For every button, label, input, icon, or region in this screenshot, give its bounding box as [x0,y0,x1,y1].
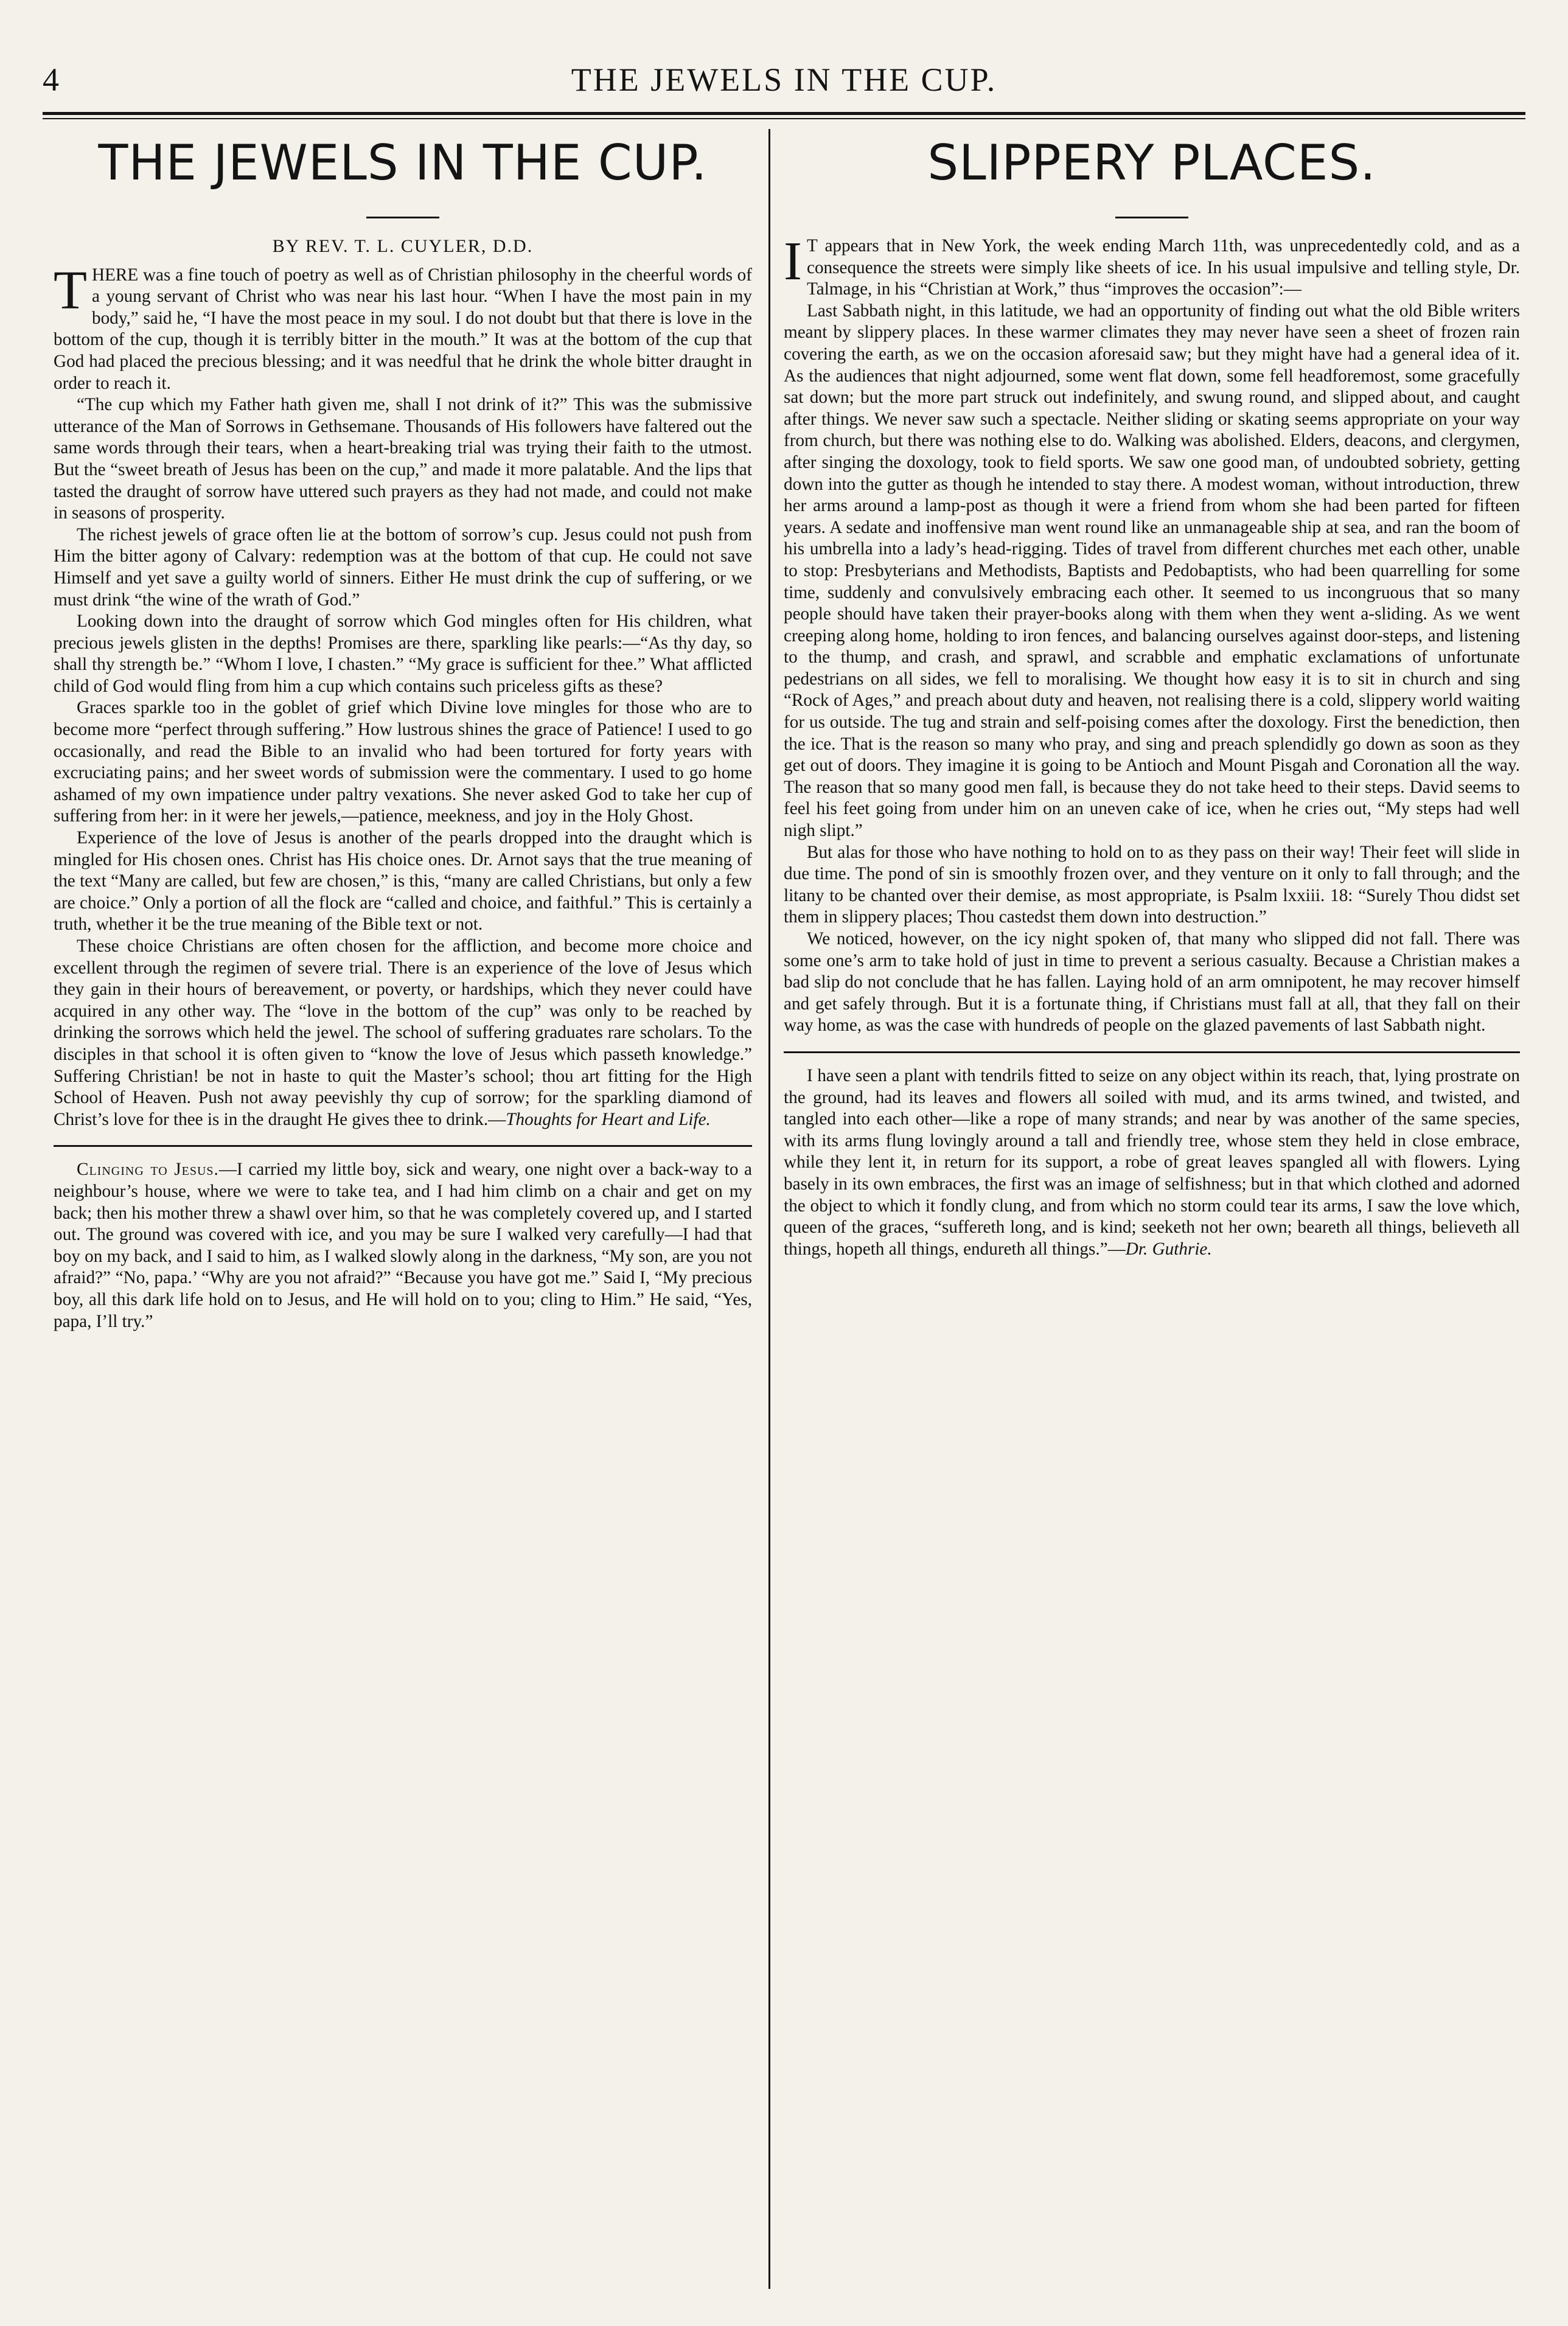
quote-paragraph: I have seen a plant with tendrils fitted to seize on any object within its reach, that, lying prostrate on the ground, had its leaves and flowers all soiled with mud, and its arms twined, and twisted, and tangled into each other—like a rope of many strands; and near by was another of the same species, with its arms flung lovingly around a tall and friendly tree, whose stem they held in close embrace, while they lent it, in return for its support, a robe of great leaves spangled all with flowers. Lying basely in its own embraces, the first was an image of selfishness; but in that which clothed and adorned the object to which it fondly clung, and from which no storm could tear its arms, I saw the love which, queen of the graces, “suffereth long, and is kind; seeketh not her own; beareth all things, believeth all things, hopeth all things, endureth all things.”—Dr. Guthrie. [784,1065,1520,1259]
source-credit: Dr. Guthrie. [1125,1239,1212,1259]
article-paragraph: But alas for those who have nothing to hold on to as they pass on their way! Their feet will slide in due time. The pond of sin is smoothly frozen over, and they venture on it only to fall through; and the litany to be chanted over their demise, as most appropriate, is Psalm lxxiii. 18: “Surely Thou didst set them in slippery places; Thou castedst them down into destruction.” [784,842,1520,927]
article-paragraph: Last Sabbath night, in this latitude, we had an opportunity of finding out what the old Bible writers meant by slippery places. In these warmer climates they may never have seen a sheet of frozen rain covering the earth, as we on the occasion aforesaid saw; but they might have had a general idea of it. As the audiences that night adjourned, some went flat down, some fell headforemost, some gracefully sat down; but the more part struck out indefinitely, and swung round, and slipped about, and caught after things. We never saw such a spectacle. Neither sliding or skating seems appropriate on your way from church, but there was nothing else to do. Walking was abolished. Elders, deacons, and clergymen, after singing the doxology, took to field sports. We saw one good man, of undoubted sobriety, getting down into the gutter as though he intended to stay there. A modest woman, without introduction, threw her arms around a lamp-post as though it were a friend from whom she had been parted for fifteen years. A sedate and inoffensive man went round like an unmanageable ship at sea, and ran the boom of his umbrella into a lady’s head-rigging. Tides of travel from different churches met each other, unable to stop: Presbyterians and Methodists, Baptists and Pedobaptists, who had been quarrelling for some time, suddenly and convulsively embracing each other. It seemed to us incongruous that so many people should have taken their prayer-books along with them when they went a-sliding. As we went creeping along home, holding to iron fences, and balancing ourselves against door-steps, and listening to the thump, and crash, and sprawl, and scrabble and emphatic exclamations of unfortunate pedestrians on all sides, we fell to moralising. We thought how easy it is to sit in church and sing “Rock of Ages,” and preach about duty and heaven, not realising there is a cold, slippery world waiting for us outside. The tug and strain and self-poising comes after the doxology. First the benediction, then the ice. That is the reason so many who pray, and sing and preach splendidly go down as soon as they get out of doors. They imagine it is going to be Antioch and Mount Pisgah and Coronation all the way. The reason that so many good men fall, is because they do not take heed to their steps. David seems to feel his feet going from under him on an uneven cake of ice, when he cries out, “My steps had well nigh slipt.” [784,301,1520,841]
source-credit: Thoughts for Heart and Life. [506,1109,711,1129]
anecdote-paragraph: Clinging to Jesus.—I carried my little boy, sick and weary, one night over a back-way to a neighbour’s house, where we were to take tea, and I had him climb on a chair and get on my back; then his mother threw a shawl over him, so that he was completely covered up, and I started out. The ground was covered with ice, and you may be sure I walked very carefully—I had that boy on my back, and I said to him, as I walked slowly along in the darkness, “My son, are you not afraid?” “No, papa.’ “Why are you not afraid?” “Because you have got me.” Said I, “My precious boy, all this dark life hold on to Jesus, and He will hold on to you; cling to Him.” He said, “Yes, papa, I’ll try.” [54,1160,752,1331]
right-column [784,133,1520,1260]
article-paragraph: Experience of the love of Jesus is another of the pearls dropped into the draught which is mingled for His chosen ones. Christ has His choice ones. Dr. Arnot says that the true meaning of the text “Many are called, but few are chosen,” is this, “many are called Christians, but only a few are choice.” Only a portion of all the flock are “called and choice, and faithful.” This is certainly a truth, whether it be the true meaning of the Bible text or not. [54,828,752,935]
header-rule-thin [43,118,1525,119]
page-number: 4 [43,61,59,98]
article-paragraph: THERE was a fine touch of poetry as well as of Christian philosophy in the cheerful words of a young servant of Christ who was near his last hour. “When I have the most pain in my body,” said he, “I have the most peace in my soul. I do not doubt but that there is love in the bottom of the cup, though it is terribly bitter in the mouth.” It was at the bottom of the cup that God had placed the precious blessing; and it was needful that he drink the whole bitter draught in order to reach it. [54,260,752,393]
running-title: THE JEWELS IN THE CUP. [571,61,997,98]
header-rule-thick [43,112,1525,115]
left-column [54,133,752,1332]
article-title: THE JEWELS IN THE CUP. [98,134,708,191]
article-paragraph: “The cup which my Father hath given me, shall I not drink of it?” This was the submissive utterance of the Man of Sorrows in Gethsemane. Thousands of His followers have faltered out the same words through their tears, when a heart-breaking trial was trying their faith to the utmost. But the “sweet breath of Jesus has been on the cup,” and made it more palatable. And the lips that tasted the draught of sorrow have uttered such prayers as they had not made, and could not make in seasons of prosperity. [54,395,752,523]
title-rule [1115,217,1188,218]
section-rule [54,1145,752,1147]
article-paragraph: We noticed, however, on the icy night spoken of, that many who slipped did not fall. There was some one’s arm to take hold of just in time to prevent a serious casualty. Because a Christian makes a bad slip do not conclude that he has fallen. Laying hold of an arm omnipotent, he may recover himself and get safely through. But it is a fortunate thing, if Christians must fall at all, that they fall on their way home, as was the case with hundreds of people on the glazed pavements of last Sabbath night. [784,929,1520,1036]
article-paragraph: I T appears that in New York, the week ending March 11th, was unprecedentedly cold, and as a consequence the streets were simply like sheets of ice. In his usual impulsive and telling style, Dr. Talmage, in his “Christian at Work,” thus “improves the occasion”:— [784,231,1520,299]
column-divider [768,129,770,2289]
byline: BY REV. T. L. CUYLER, D.D. [272,236,534,256]
page-header [43,56,1525,111]
article-paragraph: Graces sparkle too in the goblet of grief which Divine love mingles for those who are to become more “perfect through suffering.” How lustrous shines the grace of Patience! I used to go occasionally, and read the Bible to an invalid who had been tortured for forty years with excruciating pains; and her sweet words of submission were the commentary. I used to go home ashamed of my own impatience under paltry vexations. She never asked God to take her cup of suffering from her: in it were her jewels,—patience, meekness, and joy in the Holy Ghost. [54,698,752,826]
drop-cap: I [784,231,802,291]
article-title: SLIPPERY PLACES. [927,134,1376,191]
section-rule [784,1051,1520,1053]
article-paragraph: These choice Christians are often chosen for the affliction, and become more choice and excellent through the regimen of severe trial. There is an experience of the love of Jesus which they gain in their hours of bereavement, or poverty, or hardships, which they never could have acquired in any other way. The “love in the bottom of the cup” was only to be reached by drinking the sorrows which held the jewel. The school of suffering graduates rare scholars. To the disciples in that school it is often given to “know the love of Jesus which passeth knowledge.” Suffering Christian! be not in haste to quit the Master’s school; thou art fitting for the High School of Heaven. Push not away peevishly thy cup of sorrow; for the sparkling diamond of Christ’s love for thee is in the draught He gives thee to drink.—Thoughts for Heart and Life. [54,936,752,1129]
run-in-heading: Clinging to Jesus. [77,1160,219,1180]
title-rule [366,217,439,218]
article-paragraph: Looking down into the draught of sorrow which God mingles often for His children, what precious jewels glisten in the depths! Promises are there, sparkling like pearls:—“As thy day, so shall thy strength be.” “Whom I love, I chasten.” “My grace is sufficient for thee.” What afflicted child of God would fling from him a cup which contains such priceless gifts as these? [54,611,752,696]
drop-cap: T [54,260,87,321]
article-paragraph: The richest jewels of grace often lie at the bottom of sorrow’s cup. Jesus could not push from Him the bitter agony of Calvary: redemption was at the bottom of that cup. He could not save Himself and yet save a guilty world of sinners. Either He must drink the cup of suffering, or we must drink “the wine of the wrath of God.” [54,524,752,610]
